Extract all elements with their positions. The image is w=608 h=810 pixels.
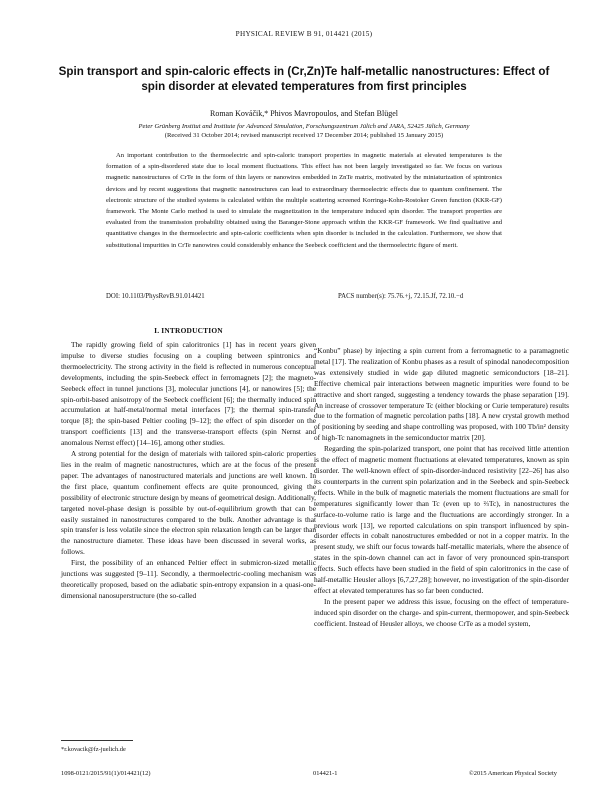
copyright: ©2015 American Physical Society — [468, 770, 557, 777]
page-number: 014421-1 — [313, 770, 338, 777]
abstract: An important contribution to the thermoelectric and spin-caloric transport properties in magnetic materials at elevated temperatures is the formation of a spin-disordered state due to local moment fluctuations. This effect has not been largely investigated so far. We focus on various magnetic nanostructures of CrTe in the form of thin layers or nanowires embedded in ZnTe matrix, motivated by the miniaturization of spintronics devices and by recent suggestions that magnetic nanostructures can lead to extraordinary thermoelectric effects due to quantum confinement. The electronic structure of the studied systems is calculated within the multiple scattering screened Korringa-Kohn-Rostoker Green function (KKR-GF) framework. The Monte Carlo method is used to simulate the magnetization in the temperature induced spin disorder. The transport properties are evaluated from the transmission probability obtained using the Baranger-Stone approach within the KKR-GF framework. We find qualitative and quantitative changes in the thermoelectric and spin-caloric coefficients when spin disorder is included in the calculation. Furthermore, we show that substitutional impurities in CrTe nanowires could considerably enhance the Seebeck coefficient and the thermoelectric figure of merit. — [106, 152, 502, 249]
right-column — [314, 346, 569, 630]
paragraph: A strong potential for the design of materials with tailored spin-caloric properties lies in the realm of magnetic nanostructures, which are at the focus of the present paper. The advantages of nanostructured materials and junctions are well known. In the first place, quantum confinement effects are quite pronounced, giving the possibility of electronic structure design by means of geometrical design. Additionally, targeted novel-phase design is possible by out-of-equilibrium growth that can be easily sustained in nanostructures compared to the bulk. Another advantage is that spin transfer is less volatile since the electron spin relaxation length can be larger than the nanostructure diameter. These ideas have been discussed in several works, as follows. — [61, 449, 316, 557]
corresponding-email[interactable]: *r.kovacik@fz-juelich.de — [61, 746, 126, 753]
paragraph: Regarding the spin-polarized transport, one point that has received little attention is the effect of magnetic moment fluctuations at elevated temperatures, known as spin disorder. The well-known effect of spin-disorder-induced resistivity [22–26] has also its counterparts in the current spin polarization and in the Seebeck and spin-Seebeck effects. While in the bulk of magnetic materials the moment fluctuations are small for temperatures significantly lower than Tc (even up to ⅔Tc), in nanostructures the surface-to-volume ratio is large and the fluctuations are accordingly stronger. In a previous work [13], we reported calculations on spin transport influenced by spin-disorder effects in cobalt nanostructures embedded or not in a copper matrix. In the present study, we shift our focus towards half-metallic materials, where the absence of states in the spin-down channel can act in favor of very pronounced spin-transport effects. Such effects have been studied in the field of spin caloritronics in the case of half-metallic Heusler alloys [6,7,27,28]; however, no investigation of the spin-disorder effect at elevated temperatures has so far been conducted. — [314, 444, 569, 595]
author-list: Roman Kováčik,* Phivos Mavropoulos, and Stefan Blügel — [210, 109, 398, 118]
doi-link[interactable]: DOI: 10.1103/PhysRevB.91.014421 — [106, 293, 205, 300]
paragraph: In the present paper we address this issue, focusing on the effect of temperature-induced spin disorder on the charge- and spin-current, thermopower, and spin-Seebeck coefficient. Instead of Heusler alloys, we choose CrTe as a model system, — [314, 596, 569, 628]
affiliation: Peter Grünberg Institut and Institute for Advanced Simulation, Forschungszentrum Jülich and JARA, 52425 Jülich, Germany — [138, 123, 470, 130]
footer-code: 1098-0121/2015/91(1)/014421(12) — [61, 770, 151, 777]
section-heading: I. INTRODUCTION — [154, 326, 223, 335]
paragraph: The rapidly growing field of spin caloritronics [1] has in recent years given impulse to diverse studies focusing on a coupling between spintronics and thermoelectricity. The strong activity in the field is reflected in numerous conceptual developments, including the spin-Seebeck effect in ferromagnets [2]; the magneto-Seebeck effect in tunnel junctions [3], molecular junctions [4], or nanowires [5]; the spin-orbit-based anisotropy of the Seebeck coefficient [6]; the thermally induced spin accumulation at half-metal/normal metal interfaces [7]; the thermal spin-transfer torque [8]; the spin-based Peltier cooling [9–12]; the effect of spin disorder on the transport coefficients [13] and the transverse-transport effects (spin Nernst and anomalous Nernst effect) [14–16], among other studies. — [61, 340, 316, 448]
article-title: Spin transport and spin-caloric effects in (Cr,Zn)Te half-metallic nanostructures: Effect of spin disorder at elevated temperatures from first principles — [58, 65, 550, 93]
journal-header: PHYSICAL REVIEW B 91, 014421 (2015) — [235, 30, 373, 38]
pacs-numbers: PACS number(s): 75.76.+j, 72.15.Jf, 72.10.−d — [338, 293, 464, 300]
left-column — [61, 340, 316, 602]
received-dates: (Received 31 October 2014; revised manuscript received 17 December 2014; published 15 January 2015) — [164, 132, 444, 139]
paragraph: “Konbu” phase) by injecting a spin current from a ferromagnetic to a paramagnetic metal [17]. The realization of Konbu phases as a result of spinodal nanodecomposition was extensively studied in wide gap diluted magnetic semiconductors [18–21]. Effective chemical pair interactions between magnetic impurities were found to be attractive and short ranged, suggesting a tendency towards the phase separation [19]. An increase of crossover temperature Tc (either blocking or Curie temperature) results due to the formation of magnetic percolation paths [18]. A new crystal growth method of positioning by seeding and shape controlling was proposed, with 100 Tb/in² density of high-Tc nanomagnets in the semiconductor matrix [20]. — [314, 346, 569, 443]
footnote-rule — [61, 740, 133, 741]
paragraph: First, the possibility of an enhanced Peltier effect in submicron-sized metallic junctions was suggested [9–11]. Secondly, a thermoelectric-cooling mechanism was theoretically proposed, based on the adiabatic spin-entropy expansion in a quasi-one-dimensional nanosuperstructure (the so-called — [61, 558, 316, 600]
